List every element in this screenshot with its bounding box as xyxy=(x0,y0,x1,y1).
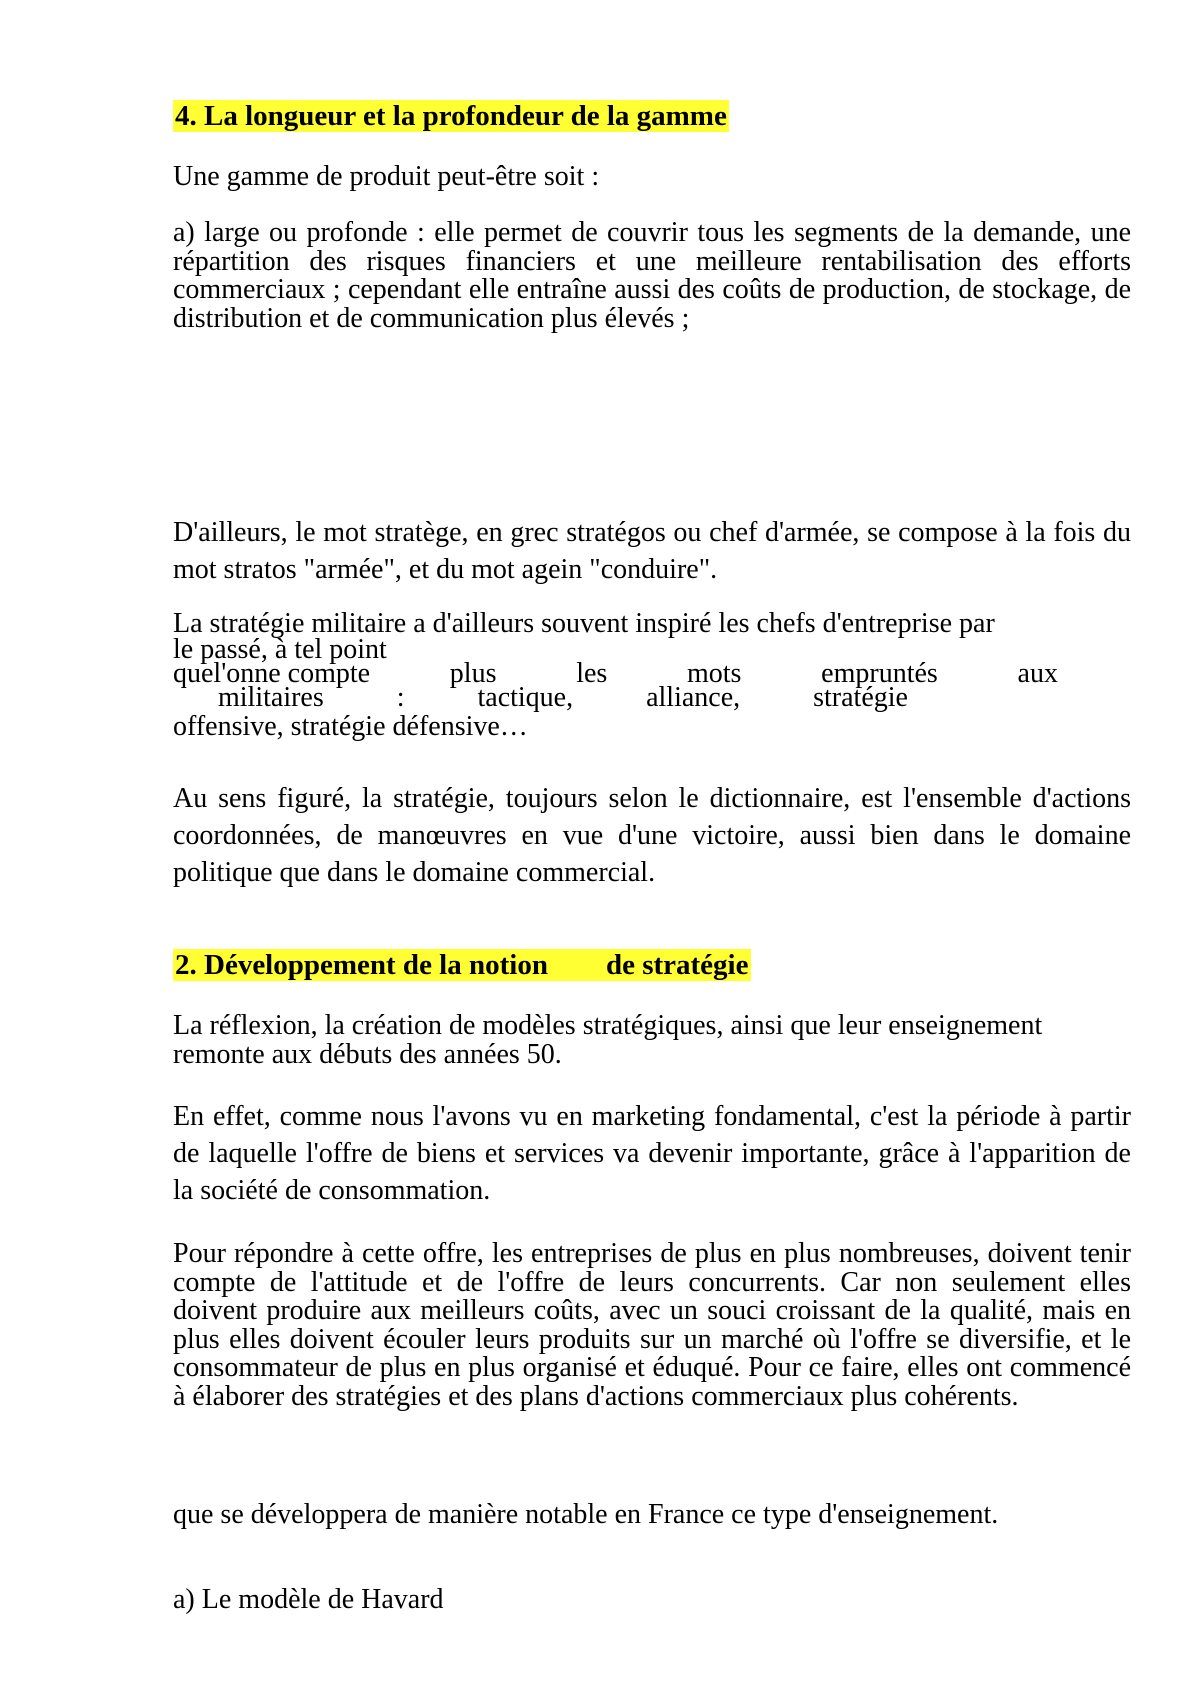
word: alliance, xyxy=(646,682,741,713)
word: mots xyxy=(687,658,742,689)
section-heading-gamme xyxy=(173,98,1131,134)
paragraph-gamme-large: a) large ou profonde : elle permet de couvrir tous les segments de la demande, une répartition des risques financiers et une meilleure rentabilisation des efforts commerciaux ; cependant elle entraîne aussi des coûts de production, de stockage, de distribution et de communication plus élevés ; xyxy=(173,217,1131,334)
word: empruntés xyxy=(821,658,938,689)
militaire-line-4 xyxy=(173,682,908,713)
paragraph-stratege-etymologie: D'ailleurs, le mot stratège, en grec stratégos ou chef d'armée, se compose à la fois du mot stratos "armée", et du mot agein "conduire". xyxy=(173,517,1131,585)
paragraph-strategie-militaire xyxy=(173,610,1133,744)
word: stratégie xyxy=(813,682,908,713)
paragraph-reflexion: La réflexion, la création de modèles stratégiques, ainsi que leur enseignement remonte aux débuts des années 50. xyxy=(173,1010,1043,1070)
section-heading-developpement xyxy=(173,947,1131,983)
word: les xyxy=(576,658,608,689)
highlighted-heading-text: 4. La longueur et la profondeur de la gamme xyxy=(175,100,727,132)
militaire-line-2: le passé, à tel point xyxy=(173,634,387,665)
paragraph-pour-repondre: Pour répondre à cette offre, les entreprises de plus en plus nombreuses, doivent tenir compte de l'attitude et de l'offre de leurs concurrents. Car non seulement elles doivent produire aux meilleurs coûts, avec un souci croissant de la qualité, mais en plus elles doivent écouler leurs produits sur un marché où l'offre se diversifie, et le consommateur de plus en plus organisé et éduqué. Pour ce faire, elles ont commencé à élaborer des stratégies et des plans d'actions commerciaux plus cohérents. xyxy=(173,1238,1131,1412)
highlighted-heading-text: 2. Développement de la notion de stratégie xyxy=(175,949,749,981)
militaire-line-5: offensive, stratégie défensive… xyxy=(173,711,528,742)
paragraph-sens-figure: Au sens figuré, la stratégie, toujours selon le dictionnaire, est l'ensemble d'actions coordonnées, de manœuvres en vue d'une victoire, aussi bien dans le domaine politique que dans le domaine commercial. xyxy=(173,783,1131,888)
paragraph-modele-havard: a) Le modèle de Havard xyxy=(173,1584,444,1615)
word: tactique, xyxy=(477,682,574,713)
word: militaires xyxy=(218,682,324,713)
word: quel'onne compte xyxy=(173,658,371,689)
word: plus xyxy=(449,658,497,689)
militaire-line-1: La stratégie militaire a d'ailleurs souvent inspiré les chefs d'entreprise par xyxy=(173,608,995,639)
paragraph-intro: Une gamme de produit peut-être soit : xyxy=(173,161,600,192)
paragraph-que-se-developpera: que se développera de manière notable en France ce type d'enseignement. xyxy=(173,1499,999,1530)
word: : xyxy=(396,682,405,713)
paragraph-en-effet: En effet, comme nous l'avons vu en marketing fondamental, c'est la période à partir de laquelle l'offre de biens et services va devenir importante, grâce à l'apparition de la société de consommation. xyxy=(173,1101,1131,1206)
word: aux xyxy=(1017,658,1058,689)
